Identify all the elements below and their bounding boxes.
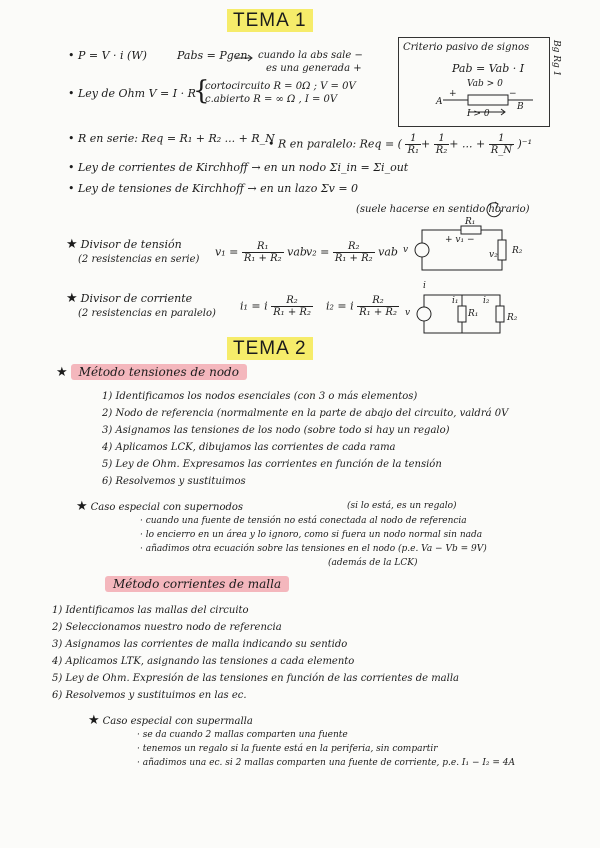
clockwise-arrow-icon — [484, 200, 504, 220]
nodos-step-3: 3) Asignamos las tensiones de los nodo (sobre todo si hay un regalo) — [102, 425, 450, 436]
cdiv-v-label: v — [405, 308, 411, 318]
cdiv-r1-label: R₁ — [468, 309, 479, 319]
voltage-divider-circuit — [416, 225, 516, 275]
cdiv-i1-label: i₁ — [452, 296, 459, 306]
cdiv-i2-label: i₂ — [483, 296, 490, 306]
mallas-step-6: 6) Resolvemos y sustituimos en las ec. — [52, 690, 247, 701]
kvl-note: (suele hacerse en sentido horario) — [356, 204, 530, 215]
div-v2-label: v₂ — [489, 250, 498, 260]
nodos-step-1: 1) Identificamos los nodos esenciales (con 3 o más elementos) — [102, 391, 418, 402]
criterio-i: I > 0 — [467, 109, 490, 119]
mallas-heading: Método corrientes de malla — [105, 578, 289, 591]
series-resistance: • R en serie: Req = R₁ + R₂ ... + R_N — [68, 132, 275, 145]
supernodo-bullet-2: · lo encierro en un área y lo ignoro, como si fuera un nodo normal sin nada — [140, 530, 483, 540]
mallas-step-4: 4) Aplicamos LTK, asignando las tensiones a cada elemento — [52, 656, 355, 667]
nodos-heading: ★ Método tensiones de nodo — [56, 366, 247, 380]
divisor-corriente-sub: (2 resistencias en paralelo) — [78, 308, 216, 319]
supermalla-bullet-2: · tenemos un regalo si la fuente está en la periferia, sin compartir — [137, 744, 438, 754]
i2-formula: i₂ = i $\frac{\text{R₂}}{\text{R₁ + R₂}}$ — [326, 295, 397, 318]
nodos-step-5: 5) Ley de Ohm. Expresamos las corrientes en función de la tensión — [102, 459, 442, 470]
cdiv-r2-label: R₂ — [507, 313, 518, 323]
nodos-step-6: 6) Resolvemos y sustituimos — [102, 476, 246, 487]
criterio-vab: Vab > 0 — [467, 79, 503, 89]
criterio-a: A — [436, 97, 443, 107]
brace: { — [193, 76, 210, 106]
divisor-corriente-title: ★ Divisor de corriente — [66, 291, 193, 306]
tema2-title: TEMA 2 — [227, 338, 313, 360]
star-icon: ★ — [66, 291, 78, 306]
arrow-icon — [236, 53, 256, 63]
div-v-label: v — [403, 245, 409, 255]
side-note: Bg Rg 1 — [551, 40, 561, 77]
divisor-tension-title: ★ Divisor de tensión — [66, 237, 182, 252]
mallas-step-3: 3) Asignamos las corrientes de malla indicando su sentido — [52, 639, 348, 650]
open-circuit: c.abierto R = ∞ Ω , I = 0V — [205, 94, 338, 105]
star-icon: ★ — [56, 365, 68, 380]
divisor-tension-sub: (2 resistencias en serie) — [78, 254, 200, 265]
pabs-note-1: cuando la abs sale − — [258, 50, 363, 61]
mallas-step-5: 5) Ley de Ohm. Expresión de las tensiones en función de las corrientes de malla — [52, 673, 459, 684]
power-formula: • P = V · i (W) — [68, 49, 147, 62]
i1-formula: i₁ = i $\frac{\text{R₂}}{\text{R₁ + R₂}}$ — [240, 295, 311, 318]
kcl-law: • Ley de corrientes de Kirchhoff → en un nodo Σi_in = Σi_out — [68, 161, 409, 174]
pabs-note-2: es una generada + — [266, 63, 362, 74]
supernodo-extra: (además de la LCK) — [328, 558, 418, 568]
nodos-step-4: 4) Aplicamos LCK, dibujamos las corrientes de cada rama — [102, 442, 396, 453]
tema1-title: TEMA 1 — [227, 10, 313, 32]
nodos-step-2: 2) Nodo de referencia (normalmente en la parte de abajo del circuito, valdrá 0V — [102, 408, 509, 419]
v2-formula: v₂ = $\frac{\text{R₂}}{\text{R₁ + R₂}}$ vab — [306, 241, 398, 264]
parallel-resistance: • R en paralelo: Req = ( $\frac{1}{\text{R₁}}$ + $\frac{1}{\text{R₂}}$ + ... + $\frac{1}{R\_N}$ )⁻¹ — [268, 133, 533, 156]
supernodo-bullet-1: · cuando una fuente de tensión no está conectada al nodo de referencia — [140, 516, 467, 526]
star-icon: ★ — [66, 237, 78, 252]
v1-formula: v₁ = $\frac{\text{R₁}}{\text{R₁ + R₂}}$ vab — [215, 241, 307, 264]
criterio-minus: − — [509, 89, 517, 99]
supermalla-bullet-1: · se da cuando 2 mallas comparten una fuente — [137, 730, 348, 740]
supermalla-bullet-3: · añadimos una ec. si 2 mallas comparten una fuente de corriente, p.e. I₁ − I₂ = 4A — [137, 758, 515, 768]
supernodo-title: ★ Caso especial con supernodos — [76, 499, 244, 514]
mallas-step-2: 2) Seleccionamos nuestro nodo de referencia — [52, 622, 282, 633]
supernodo-note: (si lo está, es un regalo) — [347, 501, 457, 511]
div-v1-label: + v₁ − — [445, 235, 475, 245]
ohm-law: • Ley de Ohm V = I · R — [68, 87, 196, 100]
star-icon: ★ — [88, 713, 100, 728]
div-r2-label: R₂ — [512, 246, 523, 256]
criterio-formula: Pab = Vab · I — [452, 62, 525, 75]
supernodo-bullet-3: · añadimos otra ecuación sobre las tensiones en el nodo (p.e. Va − Vb = 9V) — [140, 544, 487, 554]
star-icon: ★ — [76, 499, 88, 514]
short-circuit: cortocircuito R = 0Ω ; V = 0V — [205, 81, 356, 92]
criterio-plus: + — [449, 89, 457, 99]
cdiv-i-label: i — [423, 281, 426, 291]
pabs-formula: Pabs = Pgen — [177, 49, 248, 62]
mallas-step-1: 1) Identificamos las mallas del circuito — [52, 605, 249, 616]
criterio-b: B — [517, 102, 524, 112]
criterio-title: Criterio pasivo de signos — [403, 42, 530, 53]
div-r1-label: R₁ — [465, 217, 476, 227]
supermalla-title: ★ Caso especial con supermalla — [88, 713, 253, 728]
kvl-law: • Ley de tensiones de Kirchhoff → en un lazo Σv = 0 — [68, 182, 359, 195]
